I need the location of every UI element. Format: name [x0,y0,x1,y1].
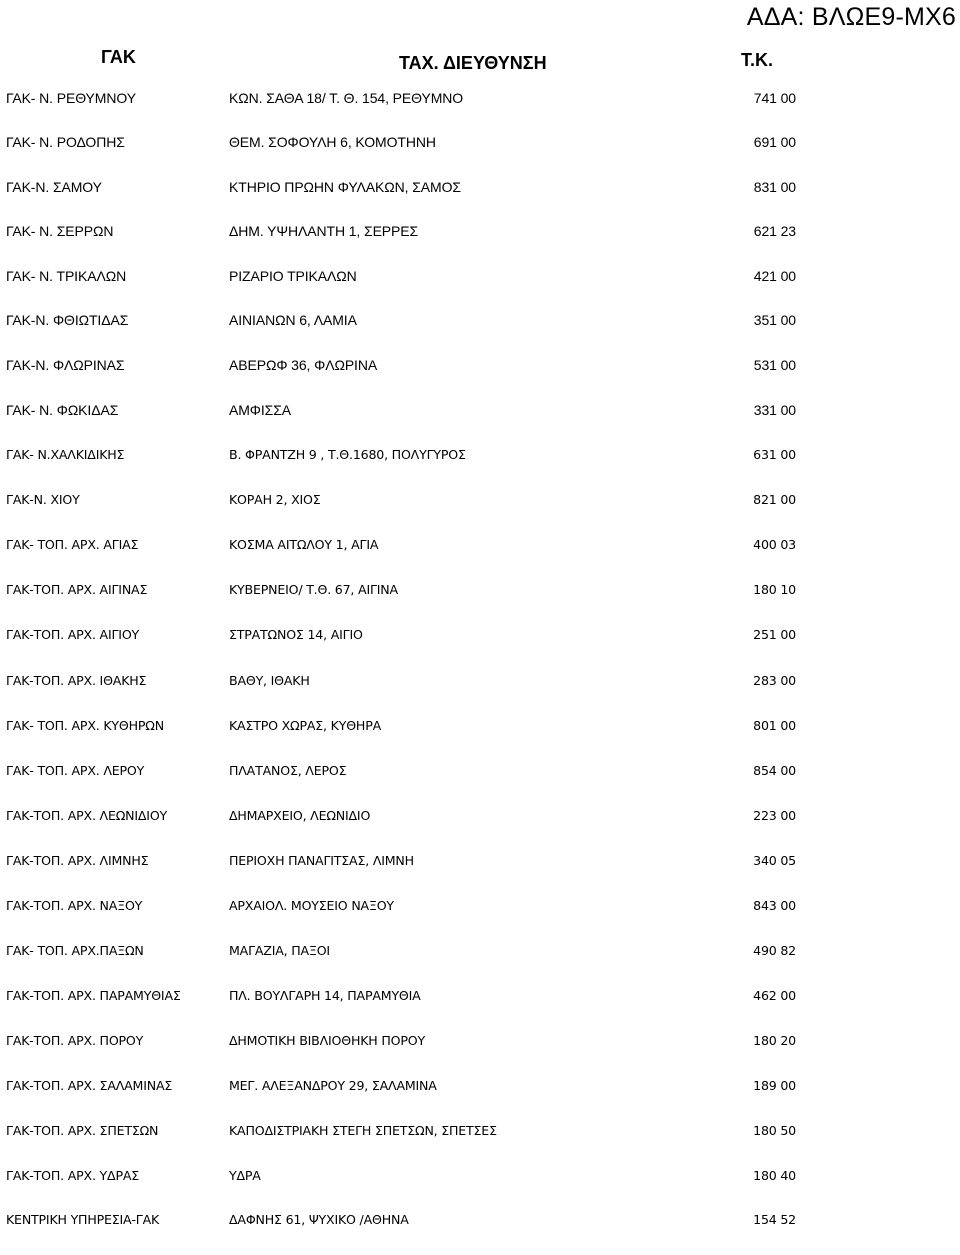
row-address: ΜΕΓ. ΑΛΕΞΑΝΔΡΟΥ 29, ΣΑΛΑΜΙΝΑ [229,1078,437,1093]
row-address: ΑΙΝΙΑΝΩΝ 6, ΛΑΜΙΑ [229,312,357,328]
row-name: ΓΑΚ-ΤΟΠ. ΑΡΧ. ΑΙΓΙΝΑΣ [6,582,148,597]
row-name: ΓΑΚ- Ν.ΧΑΛΚΙΔΙΚΗΣ [6,447,125,462]
row-name: ΓΑΚ-Ν. ΦΛΩΡΙΝΑΣ [6,357,125,373]
table-row [0,939,960,963]
row-zip: 400 03 [753,537,796,552]
table-row [0,264,960,288]
row-name: ΚΕΝΤΡΙΚΗ ΥΠΗΡΕΣΙΑ-ΓΑΚ [6,1212,160,1227]
row-zip: 180 20 [753,1033,796,1048]
row-address: ΑΜΦΙΣΣΑ [229,402,292,418]
row-zip: 843 00 [753,898,796,913]
row-name: ΓΑΚ- Ν. ΡΕΘΥΜΝΟΥ [6,90,136,106]
table-row [0,175,960,199]
row-address: ΑΒΕΡΩΦ 36, ΦΛΩΡΙΝΑ [229,357,378,373]
table-row [0,398,960,422]
row-address: ΠΛΑΤΑΝΟΣ, ΛΕΡΟΣ [229,763,347,778]
row-zip: 180 40 [753,1168,796,1183]
table-row [0,533,960,557]
row-zip: 351 00 [753,312,796,328]
row-name: ΓΑΚ-ΤΟΠ. ΑΡΧ. ΝΑΞΟΥ [6,898,143,913]
row-zip: 741 00 [753,90,796,106]
row-zip: 462 00 [753,988,796,1003]
table-row [0,623,960,647]
row-name: ΓΑΚ-ΤΟΠ. ΑΡΧ. ΙΘΑΚΗΣ [6,673,147,688]
row-address: ΜΑΓΑΖΙΑ, ΠΑΞΟΙ [229,943,330,958]
row-address: ΚΤΗΡΙΟ ΠΡΩΗΝ ΦΥΛΑΚΩΝ, ΣΑΜΟΣ [229,179,461,195]
row-zip: 340 05 [753,853,796,868]
table-row [0,849,960,873]
row-zip: 801 00 [753,718,796,733]
header-gak: ΓΑΚ [101,47,136,67]
table-row [0,714,960,738]
row-zip: 621 23 [753,223,796,239]
row-name: ΓΑΚ-ΤΟΠ. ΑΡΧ. ΑΙΓΙΟΥ [6,627,140,642]
table-row [0,1029,960,1053]
row-address: ΥΔΡΑ [229,1168,261,1183]
row-name: ΓΑΚ- Ν. ΤΡΙΚΑΛΩΝ [6,268,127,284]
row-zip: 531 00 [753,357,796,373]
table-row [0,353,960,377]
row-address: ΔΑΦΝΗΣ 61, ΨΥΧΙΚΟ /ΑΘΗΝΑ [229,1212,409,1227]
table-row [0,219,960,243]
row-address: ΠΛ. ΒΟΥΛΓΑΡΗ 14, ΠΑΡΑΜΥΘΙΑ [229,988,421,1003]
row-address: ΒΑΘΥ, ΙΘΑΚΗ [229,673,310,688]
table-row [0,308,960,332]
row-zip: 331 00 [753,402,796,418]
table-row [0,86,960,110]
row-name: ΓΑΚ-ΤΟΠ. ΑΡΧ. ΠΑΡΑΜΥΘΙΑΣ [6,988,181,1003]
row-address: ΠΕΡΙΟΧΗ ΠΑΝΑΓΙΤΣΑΣ, ΛΙΜΝΗ [229,853,414,868]
row-address: ΚΩΝ. ΣΑΘΑ 18/ Τ. Θ. 154, ΡΕΘΥΜΝΟ [229,90,464,106]
row-address: ΔΗΜΑΡΧΕΙΟ, ΛΕΩΝΙΔΙΟ [229,808,371,823]
row-zip: 854 00 [753,763,796,778]
row-address: ΔΗΜ. ΥΨΗΛΑΝΤΗ 1, ΣΕΡΡΕΣ [229,223,419,239]
header-address: ΤΑΧ. ΔΙΕΥΘΥΝΣΗ [399,53,547,73]
row-name: ΓΑΚ- ΤΟΠ. ΑΡΧ. ΚΥΘΗΡΩΝ [6,718,164,733]
row-name: ΓΑΚ- Ν. ΣΕΡΡΩΝ [6,223,114,239]
row-name: ΓΑΚ-ΤΟΠ. ΑΡΧ. ΛΙΜΝΗΣ [6,853,149,868]
table-row [0,488,960,512]
table-row [0,130,960,154]
row-address: ΚΑΣΤΡΟ ΧΩΡΑΣ, ΚΥΘΗΡΑ [229,718,382,733]
row-zip: 831 00 [753,179,796,195]
row-name: ΓΑΚ-ΤΟΠ. ΑΡΧ. ΣΑΛΑΜΙΝΑΣ [6,1078,173,1093]
table-row [0,1164,960,1188]
table-row [0,1208,960,1232]
row-zip: 251 00 [753,627,796,642]
row-name: ΓΑΚ-ΤΟΠ. ΑΡΧ. ΠΟΡΟΥ [6,1033,144,1048]
table-header [0,0,960,80]
row-name: ΓΑΚ- ΤΟΠ. ΑΡΧ. ΛΕΡΟΥ [6,763,145,778]
row-name: ΓΑΚ-Ν. ΣΑΜΟΥ [6,179,102,195]
row-zip: 691 00 [753,134,796,150]
table-row [0,578,960,602]
row-zip: 421 00 [753,268,796,284]
row-name: ΓΑΚ- Ν. ΦΩΚΙΔΑΣ [6,402,119,418]
row-name: ΓΑΚ-Ν. ΦΘΙΩΤΙΔΑΣ [6,312,129,328]
row-name: ΓΑΚ-Ν. ΧΙΟΥ [6,492,80,507]
row-name: ΓΑΚ- ΤΟΠ. ΑΡΧ. ΑΓΙΑΣ [6,537,139,552]
row-zip: 180 10 [753,582,796,597]
table-row [0,804,960,828]
row-name: ΓΑΚ-ΤΟΠ. ΑΡΧ. ΛΕΩΝΙΔΙΟΥ [6,808,168,823]
row-zip: 189 00 [753,1078,796,1093]
row-zip: 821 00 [753,492,796,507]
table-row [0,1074,960,1098]
row-zip: 283 00 [753,673,796,688]
row-name: ΓΑΚ-ΤΟΠ. ΑΡΧ. ΣΠΕΤΣΩΝ [6,1123,159,1138]
row-zip: 180 50 [753,1123,796,1138]
row-zip: 154 52 [753,1212,796,1227]
row-name: ΓΑΚ- Ν. ΡΟΔΟΠΗΣ [6,134,125,150]
header-zip: Τ.Κ. [741,50,774,70]
row-address: ΚΥΒΕΡΝΕΙΟ/ Τ.Θ. 67, ΑΙΓΙΝΑ [229,582,398,597]
row-address: ΚΟΡΑΗ 2, ΧΙΟΣ [229,492,321,507]
row-zip: 490 82 [753,943,796,958]
row-address: ΘΕΜ. ΣΟΦΟΥΛΗ 6, ΚΟΜΟΤΗΝΗ [229,134,436,150]
table-row [0,894,960,918]
table-row [0,1119,960,1143]
table-row [0,984,960,1008]
row-address: ΡΙΖΑΡΙΟ ΤΡΙΚΑΛΩΝ [229,268,357,284]
row-zip: 631 00 [753,447,796,462]
row-address: ΚΑΠΟΔΙΣΤΡΙΑΚΗ ΣΤΕΓΗ ΣΠΕΤΣΩΝ, ΣΠΕΤΣΕΣ [229,1123,497,1138]
ada-code: ΑΔΑ: ΒΛΩΕ9-ΜΧ6 [746,3,956,31]
table-row [0,443,960,467]
row-address: ΑΡΧΑΙΟΛ. ΜΟΥΣΕΙΟ ΝΑΞΟΥ [229,898,394,913]
row-name: ΓΑΚ-ΤΟΠ. ΑΡΧ. ΥΔΡΑΣ [6,1168,140,1183]
row-address: Β. ΦΡΑΝΤΖΗ 9 , Τ.Θ.1680, ΠΟΛΥΓΥΡΟΣ [229,447,466,462]
table-row [0,759,960,783]
row-address: ΣΤΡΑΤΩΝΟΣ 14, ΑΙΓΙΟ [229,627,363,642]
row-address: ΚΟΣΜΑ ΑΙΤΩΛΟΥ 1, ΑΓΙΑ [229,537,379,552]
row-address: ΔΗΜΟΤΙΚΗ ΒΙΒΛΙΟΘΗΚΗ ΠΟΡΟΥ [229,1033,425,1048]
row-zip: 223 00 [753,808,796,823]
row-name: ΓΑΚ- ΤΟΠ. ΑΡΧ.ΠΑΞΩΝ [6,943,144,958]
table-row [0,669,960,693]
